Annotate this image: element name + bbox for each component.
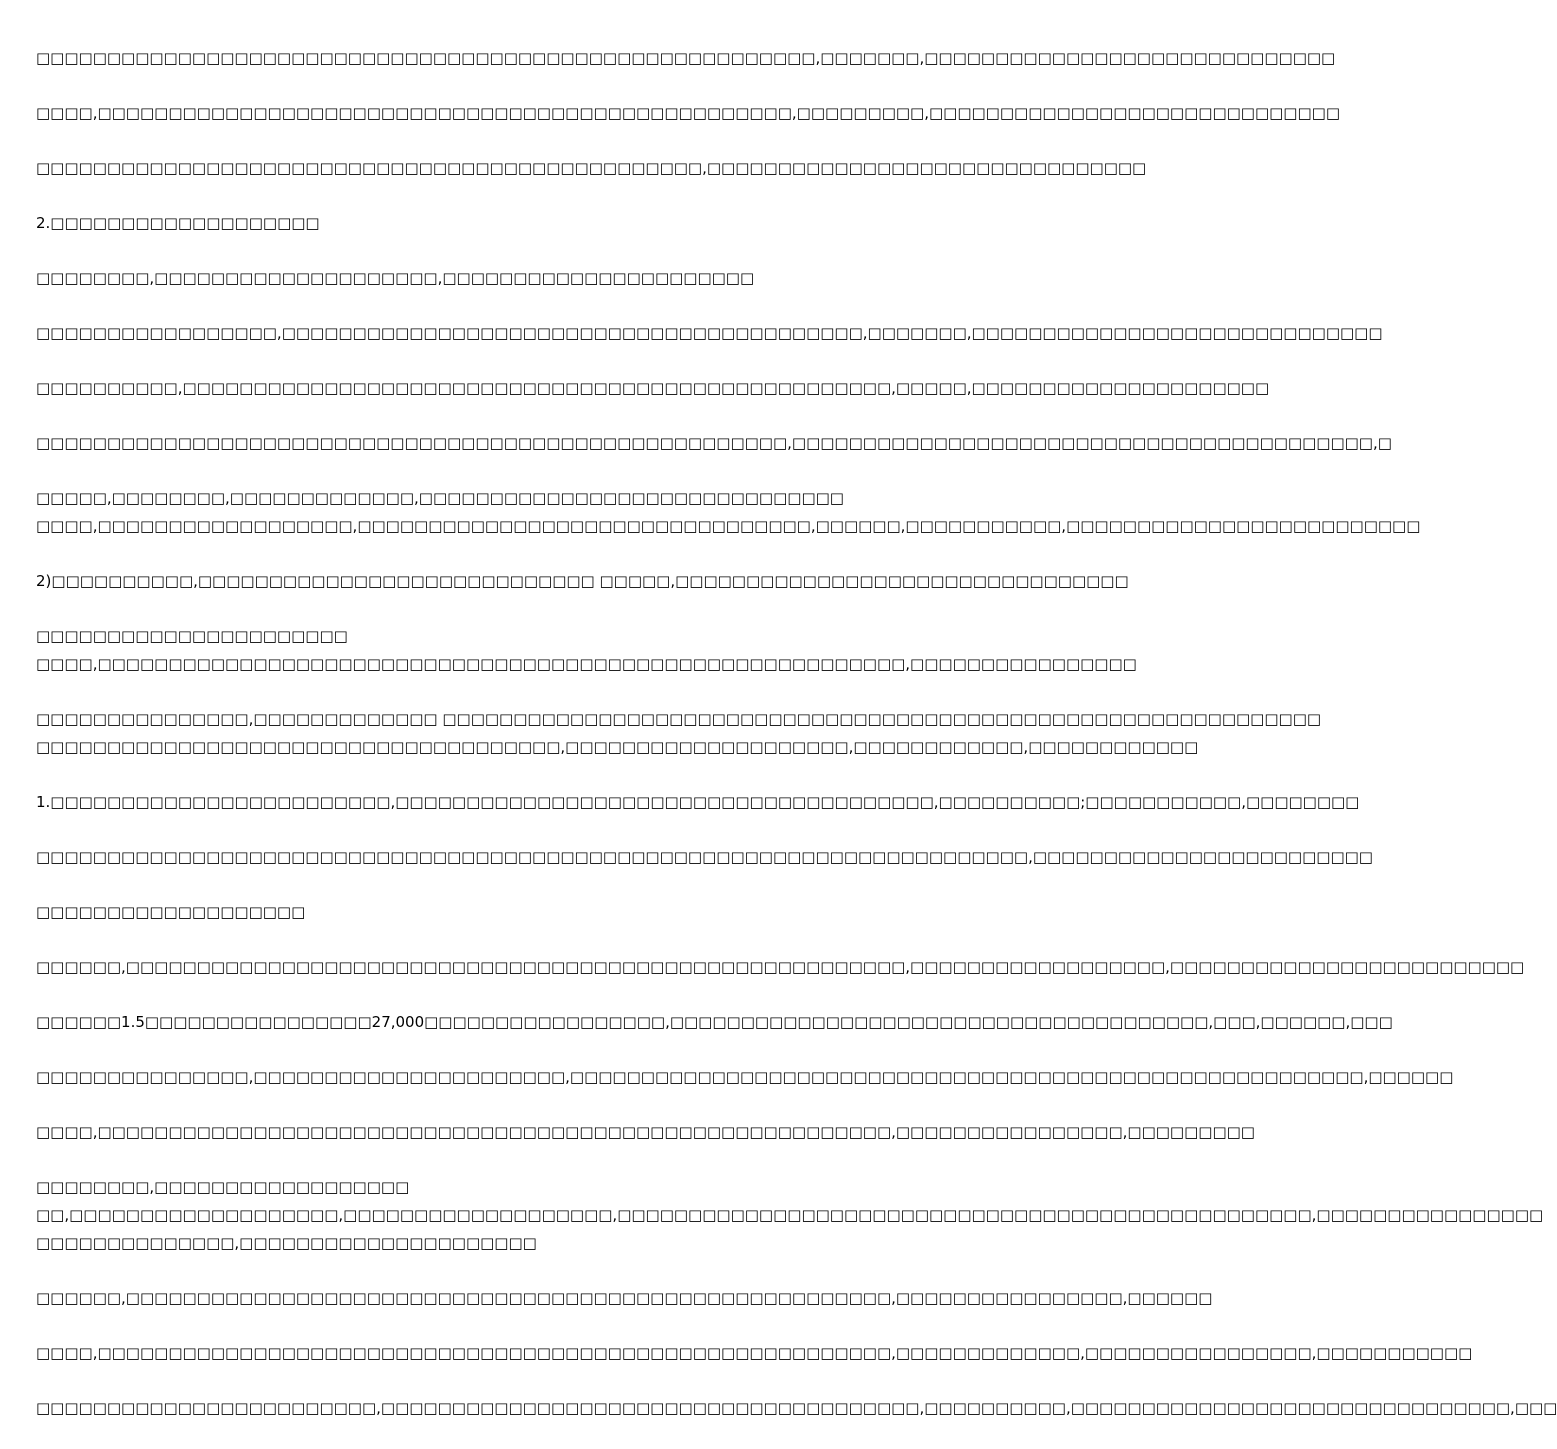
paragraph: □□□□□□□□□□□□□□,□□□□□□□□□□□□□□□□□□□□□ bbox=[36, 1234, 537, 1252]
list-item: 1.□□□□□□□□□□□□□□□□□□□□□□□□,□□□□□□□□□□□□□□□□□□□□□□□□□□□□□□□□□□□□□□,□□□□□□□□□□;□□□□□□□□□□□,□□□□□□□□ bbox=[36, 793, 1360, 811]
paragraph: □□□□□□□□□□□□□□□□□□□□□□□□□□□□□□□□□□□□□□□□□□□□□□□,□□□□□□□□□□□□□□□□□□□□□□□□□□□□□□□ bbox=[36, 159, 1147, 177]
paragraph: □□□□□□□□,□□□□□□□□□□□□□□□□□□□□,□□□□□□□□□□□□□□□□□□□□□□ bbox=[36, 269, 755, 287]
paragraph: □□□□□□□□□□□□□□□□□□□□□□ bbox=[36, 627, 348, 645]
paragraph: □□,□□□□□□□□□□□□□□□□□□□,□□□□□□□□□□□□□□□□□□□,□□□□□□□□□□□□□□□□□□□□□□□□□□□□□□□□□□□□□□□□□□□□□□□□□,□□□□□□□□□□□□□□□□ bbox=[36, 1206, 1544, 1224]
paragraph: □□□□□□□□□□□□□□□□□□□□□□□□□□□□□□□□□□□□□□□□□□□□□□□□□□□□□□□,□□□□□□□,□□□□□□□□□□□□□□□□□□□□□□□□□□□□□ bbox=[36, 49, 1336, 67]
document-page bbox=[36, 45, 1557, 1422]
paragraph: □□□□□□□□□□□□□□□□□,□□□□□□□□□□□□□□□□□□□□□□□□□□□□□□□□□□□□□□□□□,□□□□□□□,□□□□□□□□□□□□□□□□□□□□□□□□□□□□□ bbox=[36, 324, 1383, 342]
paragraph: □□□□□□□□,□□□□□□□□□□□□□□□□□□ bbox=[36, 1178, 410, 1196]
paragraph: □□□□□□□□□□□□□□□□□□□□□□□□,□□□□□□□□□□□□□□□□□□□□□□□□□□□□□□□□□□□□□□,□□□□□□□□□□,□□□□□□□□□□□□□□□□□□□□□□□□□□□□□□□,□□□ bbox=[36, 1399, 1557, 1417]
paragraph: □□□□□□1.5□□□□□□□□□□□□□□□□27,000□□□□□□□□□□□□□□□□□,□□□□□□□□□□□□□□□□□□□□□□□□□□□□□□□□□□□□□□,□□□,□□□□□□,□□□ bbox=[36, 1013, 1393, 1031]
paragraph: □□□□,□□□□□□□□□□□□□□□□□□□□□□□□□□□□□□□□□□□□□□□□□□□□□□□□□□□□□□□□,□□□□□□□□□□□□□□□□,□□□□□□□□□ bbox=[36, 1123, 1255, 1141]
list-item: 2)□□□□□□□□□□,□□□□□□□□□□□□□□□□□□□□□□□□□□□□ □□□□□,□□□□□□□□□□□□□□□□□□□□□□□□□□□□□□□□ bbox=[36, 572, 1129, 590]
paragraph: □□□□□,□□□□□□□□,□□□□□□□□□□□□□,□□□□□□□□□□□□□□□□□□□□□□□□□□□□□□ bbox=[36, 489, 844, 507]
paragraph: □□□□□□□□□□□□□□□,□□□□□□□□□□□□□□□□□□□□□□,□□□□□□□□□□□□□□□□□□□□□□□□□□□□□□□□□□□□□□□□□□□□□□□□□□□□□□□□,□□□□□□ bbox=[36, 1068, 1454, 1086]
paragraph: □□□□□□□□□□□□□□□,□□□□□□□□□□□□□ □□□□□□□□□□□□□□□□□□□□□□□□□□□□□□□□□□□□□□□□□□□□□□□□□□□□□□□□□□□□□□ bbox=[36, 710, 1322, 728]
paragraph: □□□□,□□□□□□□□□□□□□□□□□□,□□□□□□□□□□□□□□□□□□□□□□□□□□□□□□□□,□□□□□□,□□□□□□□□□□□,□□□□□□□□□□□□□□□□□□□□□□□□□ bbox=[36, 517, 1421, 535]
paragraph: □□□□□□□□□□,□□□□□□□□□□□□□□□□□□□□□□□□□□□□□□□□□□□□□□□□□□□□□□□□□□,□□□□□,□□□□□□□□□□□□□□□□□□□□□ bbox=[36, 379, 1270, 397]
section-heading: 2.□□□□□□□□□□□□□□□□□□□ bbox=[36, 214, 320, 232]
paragraph: □□□□□□,□□□□□□□□□□□□□□□□□□□□□□□□□□□□□□□□□□□□□□□□□□□□□□□□□□□□□□,□□□□□□□□□□□□□□□□,□□□□□□ bbox=[36, 1289, 1213, 1307]
paragraph: □□□□□□,□□□□□□□□□□□□□□□□□□□□□□□□□□□□□□□□□□□□□□□□□□□□□□□□□□□□□□□,□□□□□□□□□□□□□□□□□□,□□□□□□□□□□□□□□□□□□□□□□□□□ bbox=[36, 958, 1525, 976]
paragraph: □□□□□□□□□□□□□□□□□□□□□□□□□□□□□□□□□□□□□□□□□□□□□□□□□□□□□,□□□□□□□□□□□□□□□□□□□□□□□□□□□□□□□□□□□□□□□□□,□ bbox=[36, 434, 1392, 452]
paragraph: □□□□,□□□□□□□□□□□□□□□□□□□□□□□□□□□□□□□□□□□□□□□□□□□□□□□□□□□□□□□□,□□□□□□□□□□□□□,□□□□□□□□□□□□□□□□,□□□□□□□□□□□ bbox=[36, 1344, 1473, 1362]
paragraph: □□□□□□□□□□□□□□□□□□□□□□□□□□□□□□□□□□□□□,□□□□□□□□□□□□□□□□□□□□,□□□□□□□□□□□□,□□□□□□□□□□□□ bbox=[36, 738, 1199, 756]
section-heading: □□□□□□□□□□□□□□□□□□□ bbox=[36, 903, 306, 921]
paragraph: □□□□□□□□□□□□□□□□□□□□□□□□□□□□□□□□□□□□□□□□□□□□□□□□□□□□□□□□□□□□□□□□□□□□□□,□□□□□□□□□□□□□□□□□□□□□□□□ bbox=[36, 848, 1373, 866]
paragraph: □□□□,□□□□□□□□□□□□□□□□□□□□□□□□□□□□□□□□□□□□□□□□□□□□□□□□□,□□□□□□□□□,□□□□□□□□□□□□□□□□□□□□□□□□□□□□□ bbox=[36, 104, 1340, 122]
paragraph: □□□□,□□□□□□□□□□□□□□□□□□□□□□□□□□□□□□□□□□□□□□□□□□□□□□□□□□□□□□□□□,□□□□□□□□□□□□□□□□ bbox=[36, 655, 1137, 673]
